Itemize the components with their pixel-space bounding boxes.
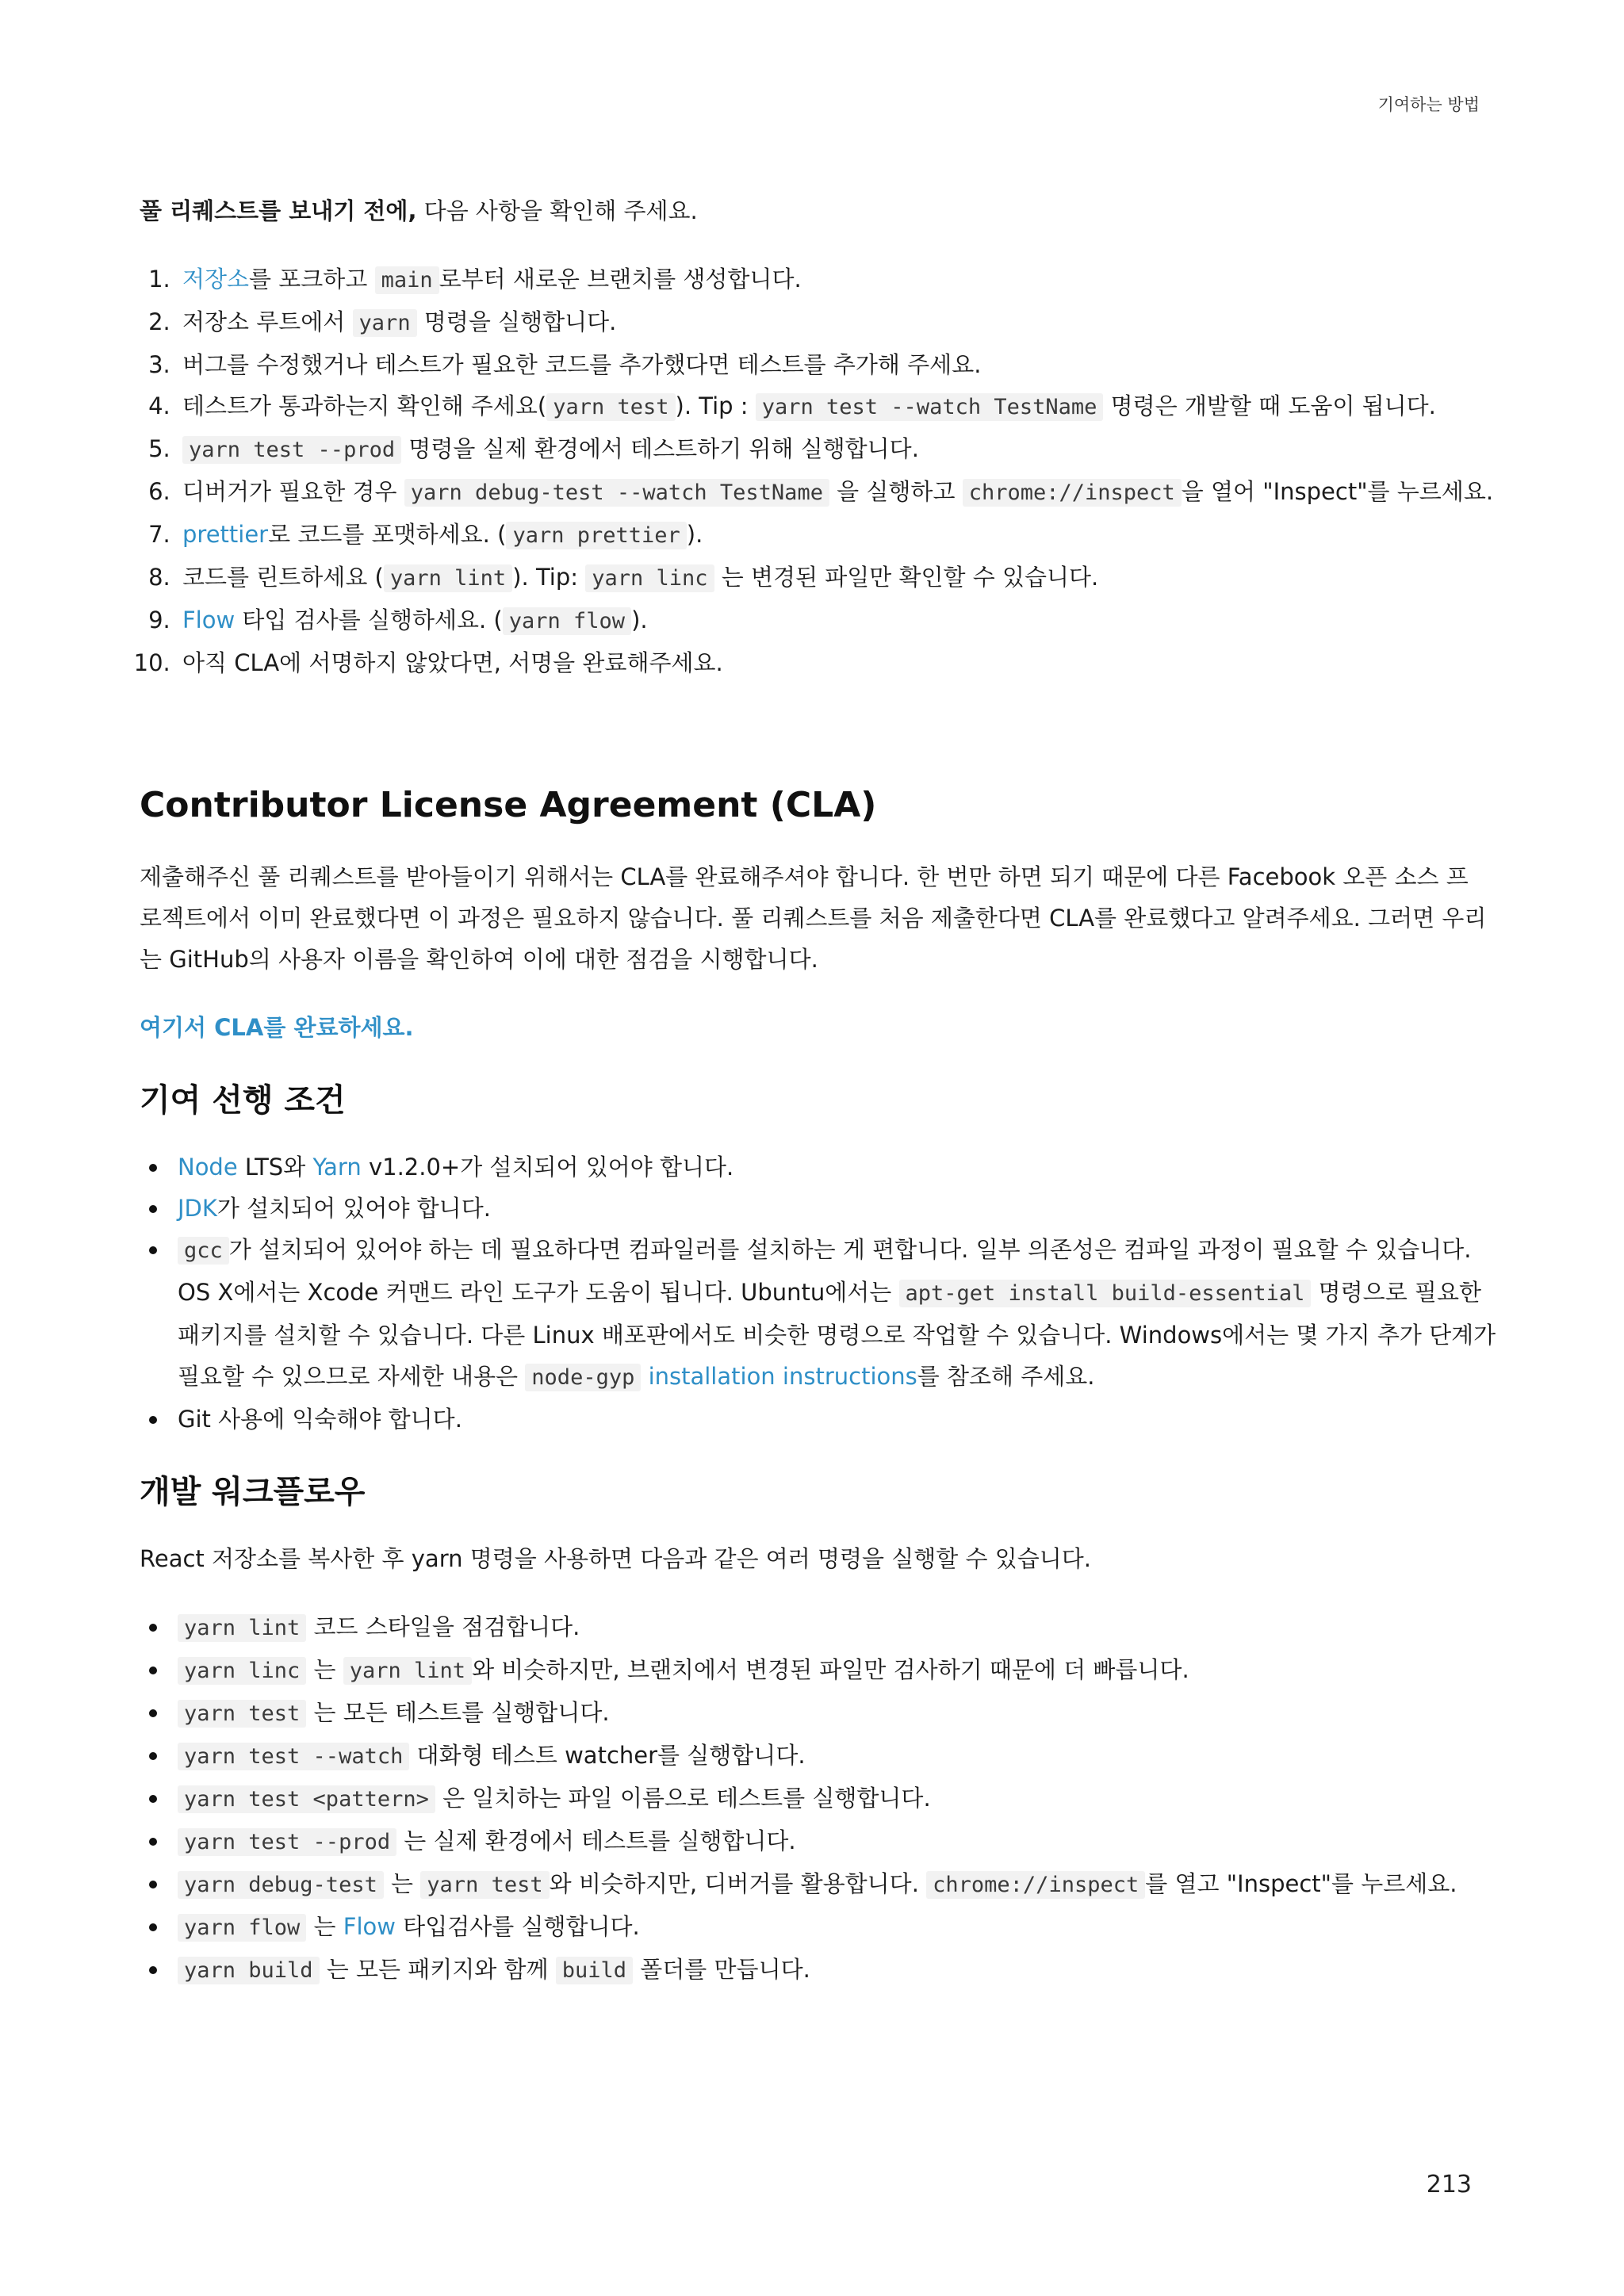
code: yarn test xyxy=(420,1871,549,1899)
text: ). Tip : xyxy=(675,392,756,419)
list-item xyxy=(178,1820,1510,1863)
cla-complete-link[interactable]: 여기서 CLA를 완료하세요. xyxy=(140,1014,414,1041)
text: 와 비슷하지만, 브랜치에서 변경된 파일만 검사하기 때문에 더 빠릅니다. xyxy=(472,1656,1189,1683)
text: v1.2.0+가 설치되어 있어야 합니다. xyxy=(361,1154,734,1181)
list-item xyxy=(178,1906,1510,1949)
text: 버그를 수정했거나 테스트가 필요한 코드를 추가했다면 테스트를 추가해 주세요. xyxy=(182,351,982,378)
code: chrome://inspect xyxy=(963,479,1182,507)
text: 를 포크하고 xyxy=(249,266,375,293)
node-link[interactable]: Node xyxy=(178,1154,238,1181)
workflow-commands-list xyxy=(140,1606,1510,1992)
text: 은 일치하는 파일 이름으로 테스트를 실행합니다. xyxy=(435,1785,931,1812)
flow-link[interactable]: Flow xyxy=(182,607,236,633)
text: 를 참조해 주세요. xyxy=(917,1363,1095,1390)
list-item xyxy=(178,1735,1510,1777)
text: 를 열고 "Inspect"를 누르세요. xyxy=(1145,1870,1457,1897)
text: 는 모든 패키지와 함께 xyxy=(319,1956,556,1983)
list-item xyxy=(178,1777,1510,1820)
list-item xyxy=(178,514,1510,557)
code: yarn prettier xyxy=(506,522,686,549)
text: 는 xyxy=(306,1656,343,1683)
code: yarn test xyxy=(178,1700,306,1728)
code: yarn test --prod xyxy=(178,1828,396,1856)
text: 는 xyxy=(383,1870,421,1897)
text: 을 열어 "Inspect"를 누르세요. xyxy=(1181,478,1494,505)
list-item xyxy=(178,471,1510,514)
text: 코드 스타일을 점검합니다. xyxy=(306,1613,580,1640)
page-number: 213 xyxy=(1426,2171,1472,2198)
code: yarn flow xyxy=(178,1914,306,1942)
text: 는 xyxy=(306,1913,343,1940)
text: 명령은 개발할 때 도움이 됩니다. xyxy=(1103,392,1436,419)
list-item xyxy=(178,642,1510,683)
list-item xyxy=(178,1229,1510,1399)
text: ). Tip: xyxy=(512,564,586,591)
text: 타입검사를 실행합니다. xyxy=(395,1913,640,1940)
text: ). xyxy=(686,521,703,548)
code: node-gyp xyxy=(525,1364,641,1391)
list-item xyxy=(178,1949,1510,1992)
text: 로 코드를 포맷하세요. ( xyxy=(268,521,507,548)
workflow-heading: 개발 워크플로우 xyxy=(140,1474,366,1510)
cla-paragraph: 제출해주신 풀 리퀘스트를 받아들이기 위해서는 CLA를 완료해주셔야 합니다. 한 번만 하면 되기 때문에 다른 Facebook 오픈 소스 프로젝트에서 이미 완료했다면 이 과정은 필요하지 않습니다. 풀 리퀘스트를 처음 제출한다면 CLA를 완료했다고 알려주세요. 그러면 우리는 GitHub의 사용자 이름을 확인하여 이에 대한 점검을 시행합니다. xyxy=(140,863,1487,973)
text: 을 실행하고 xyxy=(829,478,963,505)
text: LTS와 xyxy=(237,1154,313,1181)
list-item xyxy=(178,1188,1510,1229)
repository-link[interactable]: 저장소 xyxy=(182,266,250,293)
code: yarn test --prod xyxy=(182,436,401,464)
text: 대화형 테스트 watcher를 실행합니다. xyxy=(409,1742,806,1769)
code: yarn lint xyxy=(343,1657,472,1685)
code: apt-get install build-essential xyxy=(899,1280,1312,1307)
pr-intro xyxy=(140,190,698,232)
prerequisites-heading: 기여 선행 조건 xyxy=(140,1082,346,1119)
pr-intro-bold: 풀 리퀘스트를 보내기 전에, xyxy=(140,197,417,224)
code: yarn debug-test xyxy=(178,1871,384,1899)
code: yarn build xyxy=(178,1957,320,1984)
text: 명령을 실행합니다. xyxy=(416,308,617,335)
text: 명령으로 필요한 패키지를 설치할 수 있습니다. 다른 Linux 배포판에서도 비슷한 명령으로 작업할 수 있습니다. Windows에서는 몇 가지 추가 단계가 필요할 수 있으므로 자세한 내용은 xyxy=(178,1279,1496,1390)
text: 는 실제 환경에서 테스트를 실행합니다. xyxy=(396,1827,796,1854)
list-item xyxy=(178,1649,1510,1692)
code: gcc xyxy=(178,1237,229,1265)
list-item xyxy=(178,301,1510,344)
text: 와 비슷하지만, 디버거를 활용합니다. xyxy=(549,1870,927,1897)
code: yarn test xyxy=(546,393,675,421)
list-item xyxy=(178,258,1510,301)
cla-heading: Contributor License Agreement (CLA) xyxy=(140,785,877,825)
code: yarn lint xyxy=(384,564,512,592)
flow-link[interactable]: Flow xyxy=(343,1913,396,1940)
list-item xyxy=(178,1399,1510,1440)
workflow-intro: React 저장소를 복사한 후 yarn 명령을 사용하면 다음과 같은 여러 명령을 실행할 수 있습니다. xyxy=(140,1545,1092,1572)
text: ). xyxy=(631,607,648,633)
text: 는 모든 테스트를 실행합니다. xyxy=(306,1699,610,1726)
code: yarn lint xyxy=(178,1614,306,1642)
text: 디버거가 필요한 경우 xyxy=(182,478,404,505)
jdk-link[interactable]: JDK xyxy=(178,1195,217,1222)
list-item xyxy=(178,1606,1510,1649)
text: 명령을 실제 환경에서 테스트하기 위해 실행합니다. xyxy=(401,435,919,462)
list-item xyxy=(178,428,1510,471)
list-item xyxy=(178,385,1510,428)
code: yarn test --watch TestName xyxy=(756,393,1104,421)
running-header: 기여하는 방법 xyxy=(1377,95,1480,114)
code: yarn flow xyxy=(503,607,631,635)
code: yarn test --watch xyxy=(178,1743,409,1770)
text: 아직 CLA에 서명하지 않았다면, 서명을 완료해주세요. xyxy=(182,649,723,676)
text: 코드를 린트하세요 ( xyxy=(182,564,384,591)
list-item xyxy=(178,1863,1510,1906)
code: yarn test <pattern> xyxy=(178,1785,435,1813)
list-item xyxy=(178,599,1510,642)
pr-checklist xyxy=(140,258,1510,683)
text: 테스트가 통과하는지 확인해 주세요( xyxy=(182,392,547,419)
pr-intro-rest: 다음 사항을 확인해 주세요. xyxy=(416,197,698,224)
code: yarn xyxy=(353,309,417,337)
text: 폴더를 만듭니다. xyxy=(633,1956,810,1983)
text: 저장소 루트에서 xyxy=(182,308,353,335)
text: 는 변경된 파일만 확인할 수 있습니다. xyxy=(714,564,1099,591)
text: 로부터 새로운 브랜치를 생성합니다. xyxy=(439,266,802,293)
installation-instructions-link[interactable]: installation instructions xyxy=(648,1363,917,1390)
code: main xyxy=(375,266,439,294)
code: yarn linc xyxy=(585,564,714,592)
list-item xyxy=(178,1146,1510,1188)
prerequisites-list xyxy=(140,1146,1510,1440)
text: 가 설치되어 있어야 하는 데 필요하다면 컴파일러를 설치하는 게 편합니다. 일부 의존성은 컴파일 과정이 필요할 수 있습니다. OS X에서는 Xcode 커맨드 라인 도구가 도움이 됩니다. Ubuntu에서는 xyxy=(178,1236,1472,1306)
code: yarn linc xyxy=(178,1657,306,1685)
list-item xyxy=(178,344,1510,385)
code: chrome://inspect xyxy=(926,1871,1145,1899)
code: yarn debug-test --watch TestName xyxy=(404,479,829,507)
cla-complete-link-paragraph xyxy=(140,1007,414,1048)
text: 가 설치되어 있어야 합니다. xyxy=(216,1195,491,1222)
list-item xyxy=(178,1692,1510,1735)
prettier-link[interactable]: prettier xyxy=(182,521,269,548)
yarn-link[interactable]: Yarn xyxy=(312,1154,362,1181)
code: build xyxy=(556,1957,633,1984)
text: Git 사용에 익숙해야 합니다. xyxy=(178,1406,462,1433)
text: 타입 검사를 실행하세요. ( xyxy=(235,607,503,633)
list-item xyxy=(178,557,1510,599)
